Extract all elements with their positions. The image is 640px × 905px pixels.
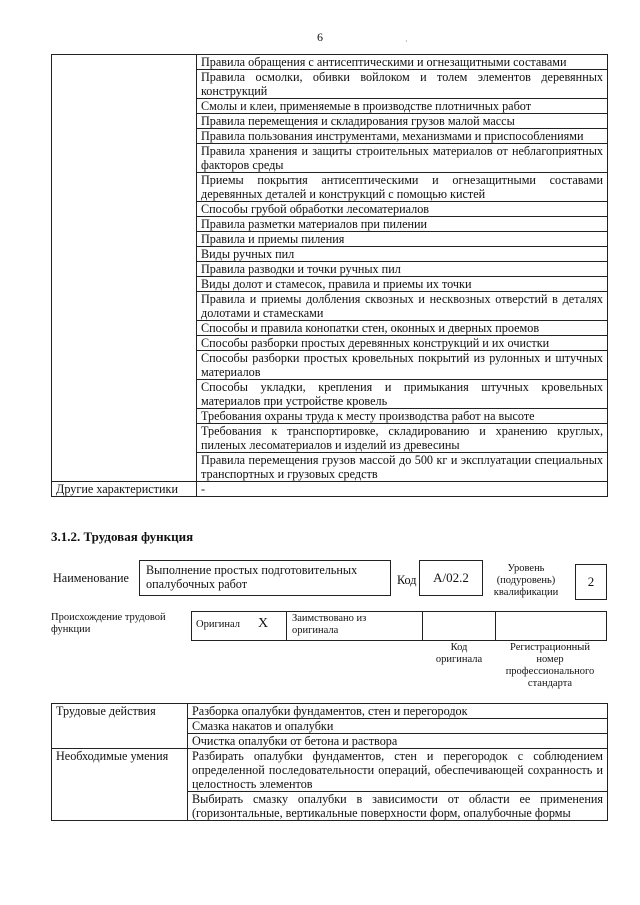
duties-item: Очистка опалубки от бетона и раствора <box>188 734 608 749</box>
level-label: Уровень (подуровень) квалификации <box>493 563 559 598</box>
duties-item: Выбирать смазку опалубки в зависимости от области ее применения (горизонтальные, вертикальные поверхности форм, опалубочные формы <box>188 792 608 821</box>
knowledge-table <box>51 54 608 497</box>
code-box <box>419 560 483 596</box>
section-heading: 3.1.2. Трудовая функция <box>51 529 194 544</box>
duties-row-label: Необходимые умения <box>52 749 188 821</box>
duties-item: Смазка накатов и опалубки <box>188 719 608 734</box>
knowledge-item: Требования охраны труда к месту производства работ на высоте <box>197 409 608 424</box>
knowledge-item: Смолы и клеи, применяемые в производстве плотничных работ <box>197 99 608 114</box>
knowledge-item: Способы разборки простых деревянных конструкций и их очистки <box>197 336 608 351</box>
knowledge-item: Правила осмолки, обивки войлоком и толем элементов деревянных конструкций <box>197 70 608 99</box>
knowledge-item: Требования к транспортировке, складированию и хранению круглых, пиленых лесоматериалов и изделий из древесины <box>197 424 608 453</box>
knowledge-item: Способы укладки, крепления и примыкания штучных кровельных материалов при устройстве кровель <box>197 380 608 409</box>
knowledge-item: Способы и правила конопатки стен, оконных и дверных проемов <box>197 321 608 336</box>
knowledge-item: Правила разметки материалов при пилении <box>197 217 608 232</box>
origin-divider-2 <box>422 611 423 641</box>
duties-item: Разборка опалубки фундаментов, стен и перегородок <box>188 704 608 719</box>
knowledge-item: Приемы покрытия антисептическими и огнезащитными составами деревянных деталей и конструкций с помощью кистей <box>197 173 608 202</box>
level-box <box>575 564 607 600</box>
other-characteristics-row <box>52 482 608 497</box>
origin-divider-3 <box>495 611 496 641</box>
duties-table <box>51 703 608 821</box>
name-label: Наименование <box>53 571 129 585</box>
knowledge-item: Виды ручных пил <box>197 247 608 262</box>
knowledge-item: Способы грубой обработки лесоматериалов <box>197 202 608 217</box>
function-name: Выполнение простых подготовительных опалубочных работ <box>146 563 358 591</box>
origin-label: Происхождение трудовой функции <box>51 612 166 635</box>
knowledge-row <box>52 55 608 70</box>
level-value: 2 <box>587 574 595 589</box>
knowledge-label-cell <box>52 55 197 482</box>
duties-row <box>52 749 608 792</box>
knowledge-item: Правила и приемы долбления сквозных и несквозных отверстий в деталях долотами и стамесками <box>197 292 608 321</box>
knowledge-item: Правила разводки и точки ручных пил <box>197 262 608 277</box>
knowledge-item: Виды долот и стамесок, правила и приемы их точки <box>197 277 608 292</box>
knowledge-item: Способы разборки простых кровельных покрытий из рулонных и штучных материалов <box>197 351 608 380</box>
page-number: 6 <box>317 30 323 44</box>
reg-number-caption: Регистрационный номер профессионального стандарта <box>505 642 595 689</box>
other-characteristics-label: Другие характеристики <box>52 482 197 497</box>
duties-row-label: Трудовые действия <box>52 704 188 749</box>
code-label: Код <box>397 573 417 587</box>
knowledge-item: Правила перемещения и складирования грузов малой массы <box>197 114 608 129</box>
duties-row <box>52 704 608 719</box>
knowledge-item: Правила пользования инструментами, механизмами и приспособлениями <box>197 129 608 144</box>
original-label: Оригинал <box>196 619 240 630</box>
knowledge-item: Правила обращения с антисептическими и огнезащитными составами <box>197 55 608 70</box>
knowledge-item: Правила хранения и защиты строительных материалов от неблагоприятных факторов среды <box>197 144 608 173</box>
scan-mark: · <box>405 37 408 46</box>
origin-divider-1 <box>286 611 287 641</box>
other-characteristics-value: - <box>197 482 608 497</box>
duties-item: Разбирать опалубки фундаментов, стен и перегородок с соблюдением определенной последовательности операций, обеспечивающей сохранность и целостность элементов <box>188 749 608 792</box>
name-box <box>139 560 391 596</box>
knowledge-item: Правила перемещения грузов массой до 500 кг и эксплуатации специальных транспортных и грузовых средств <box>197 453 608 482</box>
code-original-caption: Код оригинала <box>435 642 483 665</box>
original-mark: X <box>258 616 269 631</box>
knowledge-item: Правила и приемы пиления <box>197 232 608 247</box>
function-code: A/02.2 <box>433 570 469 585</box>
borrowed-label: Заимствовано из оригинала <box>292 613 367 636</box>
